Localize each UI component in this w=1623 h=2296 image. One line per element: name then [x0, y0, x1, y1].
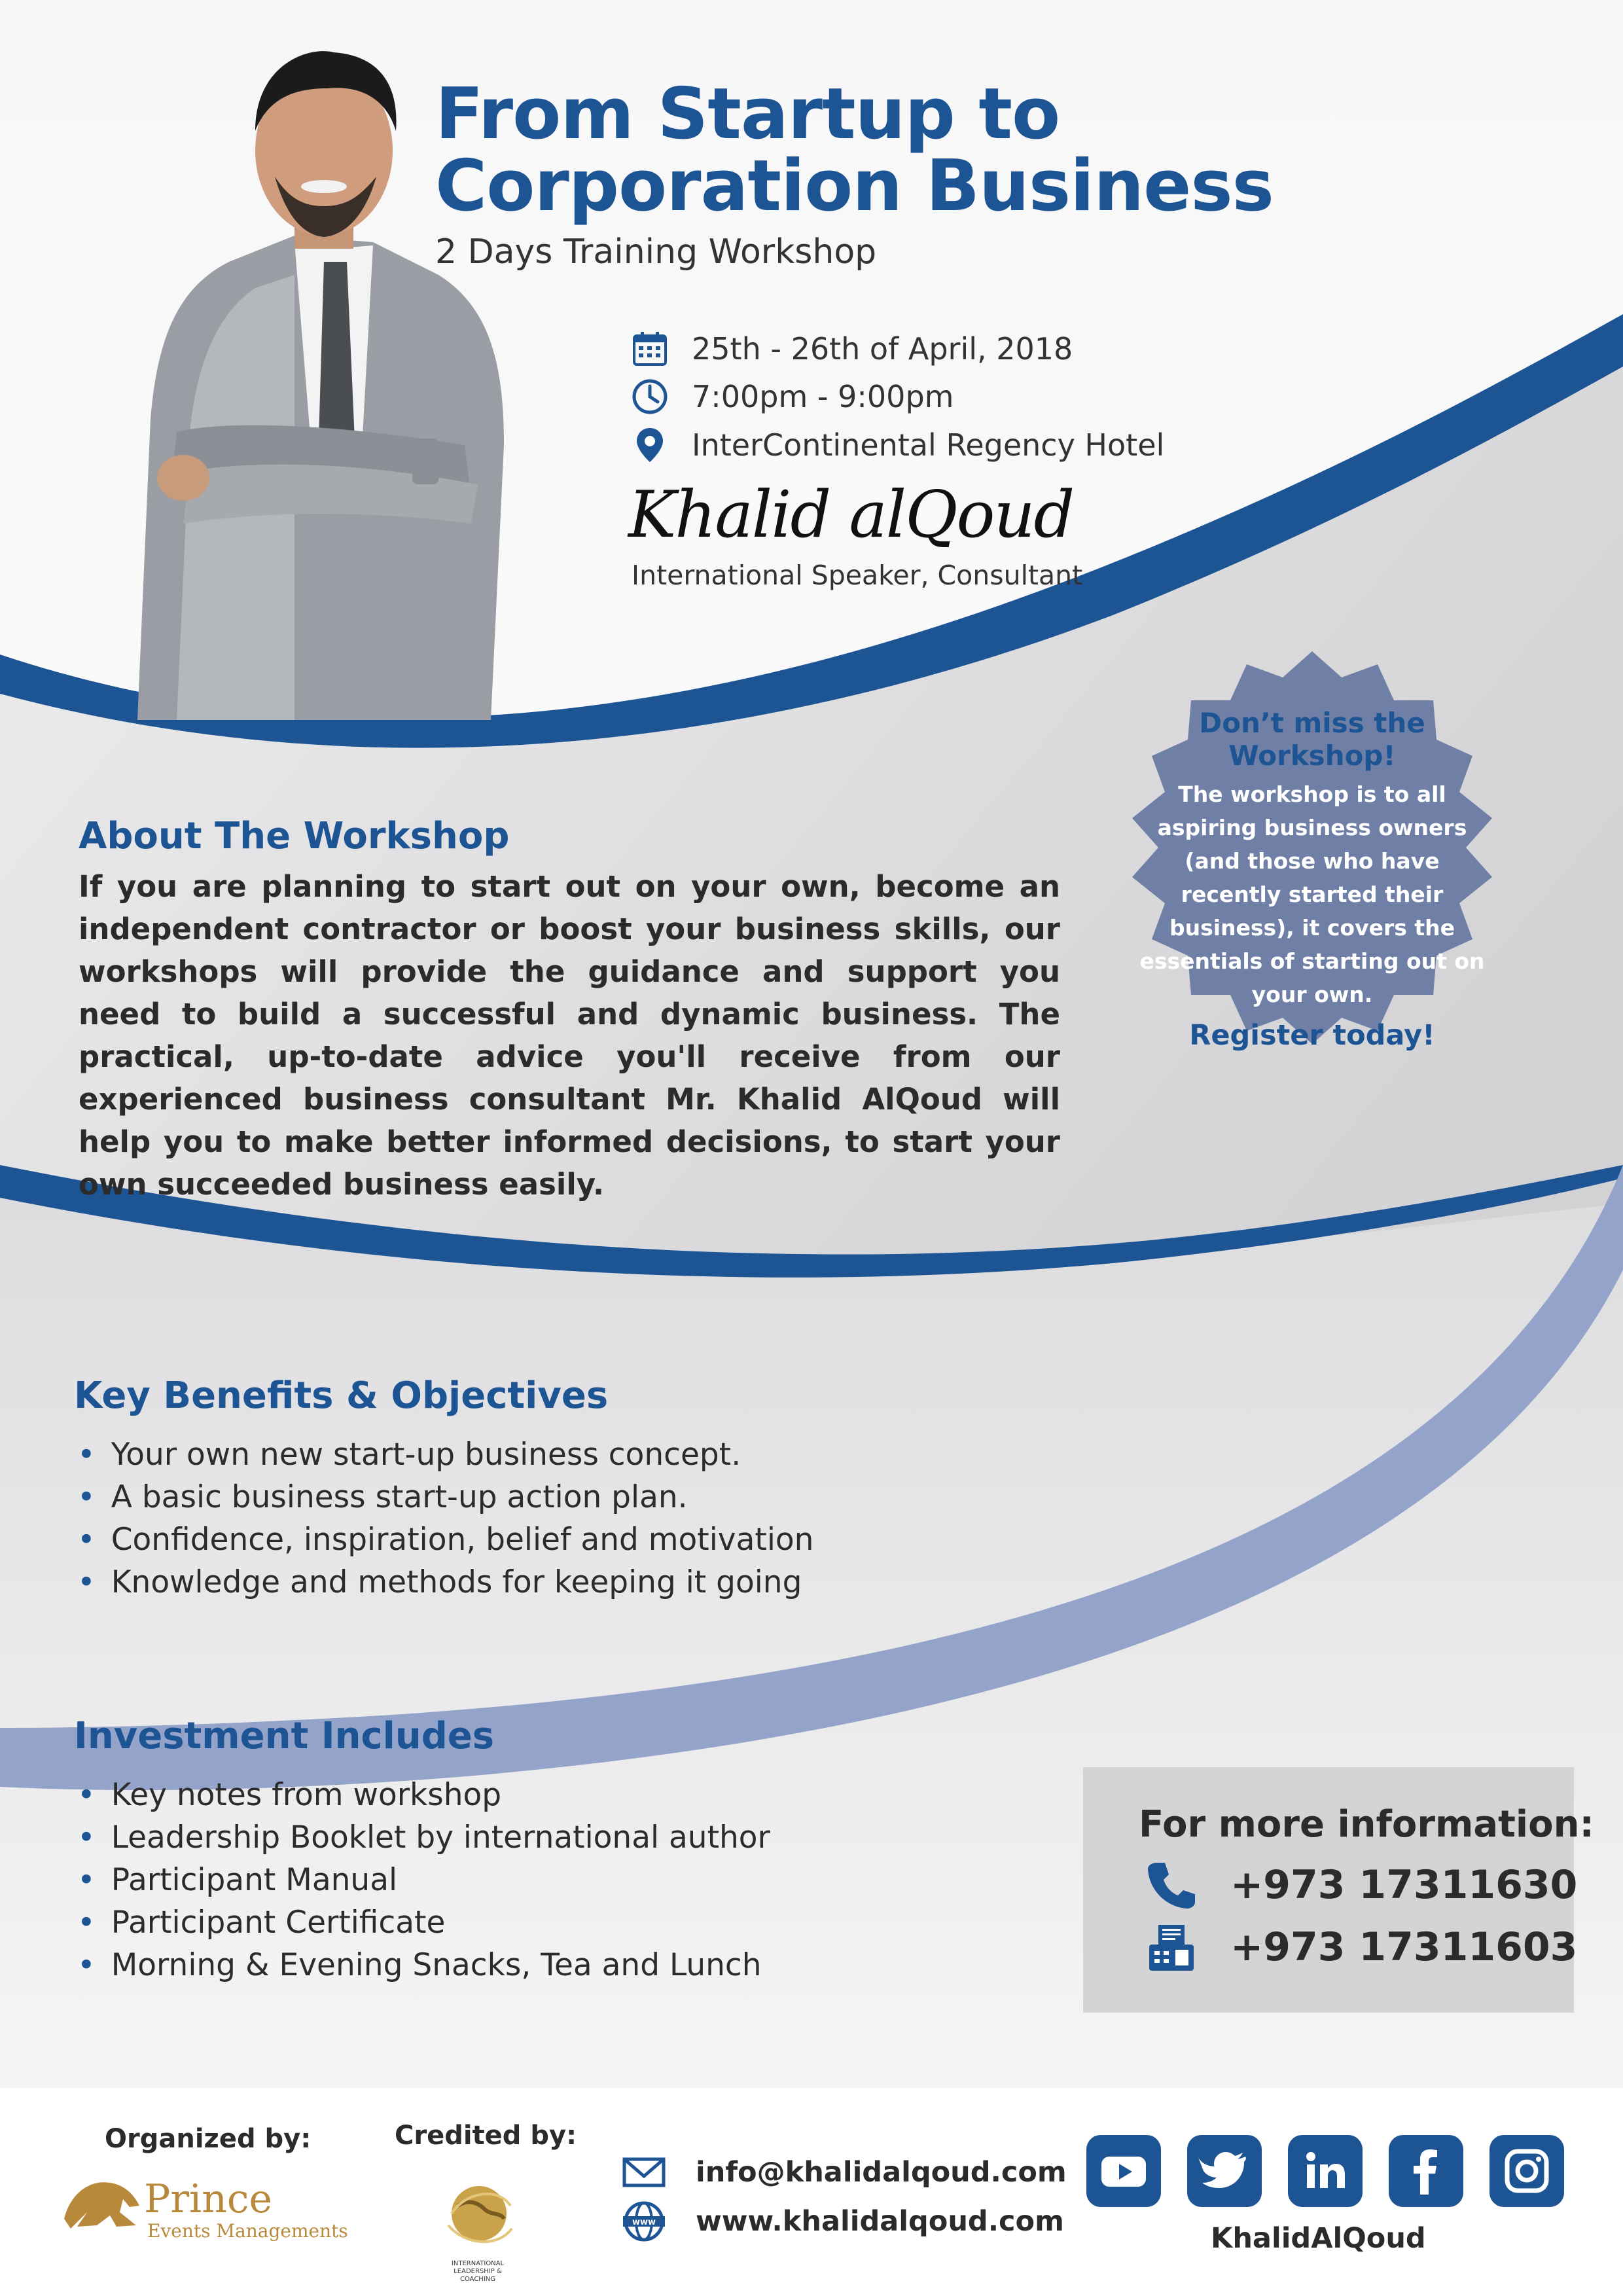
benefits-heading: Key Benefits & Objectives [74, 1374, 609, 1417]
fax-icon [1145, 1921, 1198, 1973]
instagram-icon[interactable] [1489, 2135, 1564, 2207]
phone-row[interactable] [1145, 1859, 1577, 1911]
register-cta: Register today! [1189, 1019, 1435, 1052]
credited-by-label: Credited by: [395, 2121, 577, 2151]
list-item: • Morning & Evening Snacks, Tea and Lunch [77, 1944, 770, 1986]
phone-icon [1145, 1859, 1198, 1911]
benefits-list [77, 1433, 813, 1604]
fax-row[interactable] [1145, 1921, 1577, 1973]
event-date-row [632, 331, 1073, 367]
page-title [435, 73, 1274, 227]
location-pin-icon [632, 427, 668, 463]
credited-subtitle: INTERNATIONAL LEADERSHIP & COACHING [451, 2260, 505, 2283]
list-item: • Participant Manual [77, 1859, 770, 1901]
list-item: • Key notes from workshop [77, 1774, 770, 1816]
list-item: • Confidence, inspiration, belief and motivation [77, 1518, 813, 1561]
social-links [1086, 2135, 1564, 2207]
title-line-2: Corporation Business [435, 145, 1274, 227]
about-body: If you are planning to start out on your own, become an independent contractor or boost your business skills, our workshops will provide the guidance and support you need to build a successful and dynamic business. The practical, up-to-date advice you'll receive from our experienced business consultant Mr. Khalid AlQoud will help you to make better informed decisions, to start your own succeeded business easily. [79, 869, 1060, 1202]
speaker-role: International Speaker, Consultant [632, 560, 1083, 591]
contact-heading: For more information: [1139, 1803, 1594, 1846]
event-venue-row [632, 427, 1164, 463]
fax-number[interactable]: +973 17311603 [1230, 1924, 1578, 1970]
badge-title: Don’t miss the Workshop! [1199, 707, 1425, 772]
globe-www-icon [622, 2199, 666, 2244]
investment-list [77, 1774, 770, 1986]
clock-icon [632, 378, 668, 415]
event-time: 7:00pm - 9:00pm [692, 379, 954, 414]
email-link[interactable]: info@khalidalqoud.com [696, 2156, 1067, 2189]
facebook-icon[interactable] [1389, 2135, 1463, 2207]
investment-heading: Investment Includes [74, 1715, 495, 1757]
event-date: 25th - 26th of April, 2018 [692, 331, 1073, 367]
list-item: • Participant Certificate [77, 1901, 770, 1944]
badge-body: The workshop is to all aspiring business owners (and those who have recently started their business), it covers the essentials of starting out on your own. [1139, 781, 1485, 1007]
list-item: • Leadership Booklet by international author [77, 1816, 770, 1859]
phone-number[interactable]: +973 17311630 [1230, 1862, 1578, 1908]
linkedin-icon[interactable] [1288, 2135, 1363, 2207]
event-venue: InterContinental Regency Hotel [692, 427, 1165, 463]
social-handle: KhalidAlQoud [1211, 2222, 1426, 2255]
organizer-name: Prince [144, 2176, 272, 2222]
lion-logo-icon [58, 2166, 146, 2238]
list-item: • Knowledge and methods for keeping it going [77, 1561, 813, 1604]
globe-logo-icon [438, 2173, 520, 2258]
title-line-1: From Startup to [435, 73, 1060, 155]
svg-text:www: www [632, 2217, 656, 2227]
youtube-icon[interactable] [1086, 2135, 1161, 2207]
promo-badge-text [1135, 707, 1489, 1052]
twitter-icon[interactable] [1187, 2135, 1262, 2207]
calendar-icon [632, 331, 668, 367]
website-row[interactable] [622, 2199, 1064, 2244]
organizer-subtitle: Events Managements [147, 2220, 348, 2242]
event-time-row [632, 378, 954, 415]
subtitle: 2 Days Training Workshop [435, 232, 877, 272]
mail-icon [622, 2150, 666, 2195]
about-heading: About The Workshop [79, 815, 510, 857]
speaker-signature: Khalid alQoud [628, 478, 1074, 552]
email-row[interactable] [622, 2150, 1067, 2195]
list-item: • A basic business start-up action plan. [77, 1476, 813, 1518]
website-link[interactable]: www.khalidalqoud.com [696, 2205, 1064, 2238]
list-item: • Your own new start-up business concept. [77, 1433, 813, 1476]
organized-by-label: Organized by: [105, 2124, 312, 2154]
